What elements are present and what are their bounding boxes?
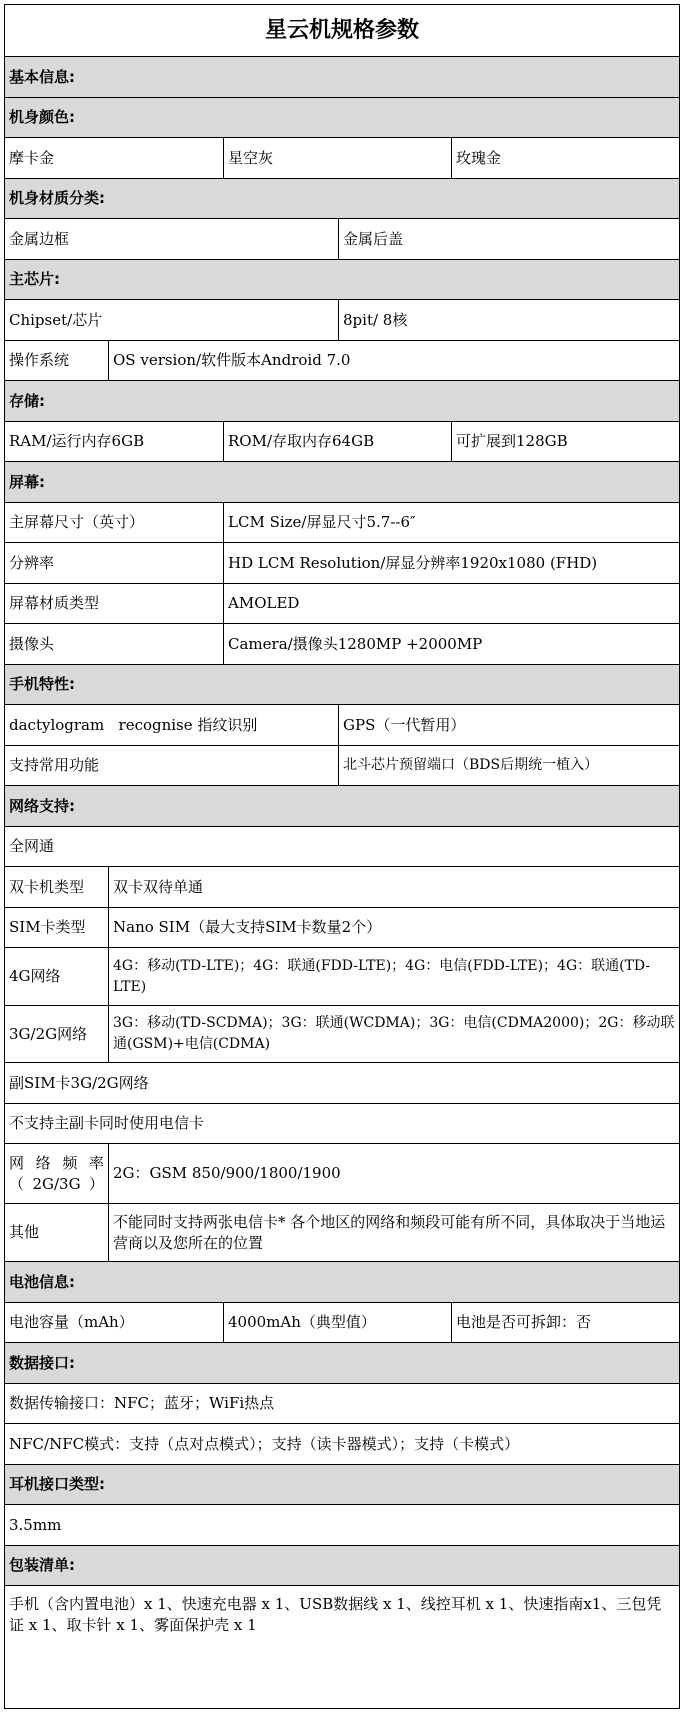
battery-row xyxy=(5,1303,679,1343)
screen-row xyxy=(5,543,679,584)
section-screen xyxy=(5,462,679,503)
feature-right: GPS（一代暂用） xyxy=(343,715,466,734)
feature-row xyxy=(5,705,679,746)
data-transfer: 数据传输接口：NFC；蓝牙；WiFi热点 xyxy=(9,1394,275,1412)
other-row xyxy=(5,1204,679,1262)
chipset-row xyxy=(5,300,679,341)
screen-value: Camera/摄像头1280MP +2000MP xyxy=(228,634,483,653)
frequency-value: 2G：GSM 850/900/1800/1900 xyxy=(113,1164,341,1182)
chipset-label: Chipset/芯片 xyxy=(5,300,339,340)
dual-sim-value: 双卡双待单通 xyxy=(113,877,204,896)
section-label: 基本信息: xyxy=(9,67,75,86)
title-row xyxy=(5,5,679,57)
section-color xyxy=(5,98,679,138)
section-battery xyxy=(5,1262,679,1303)
section-label: 屏幕: xyxy=(9,472,45,491)
rom-value: ROM/存取内存64GB xyxy=(224,422,452,461)
section-label: 主芯片: xyxy=(9,270,60,288)
nfc-mode: NFC/NFC模式：支持（点对点模式）；支持（读卡器模式）；支持（卡模式） xyxy=(9,1434,520,1453)
chipset-value: 8pit/ 8核 xyxy=(343,310,408,329)
section-label: 存储: xyxy=(9,391,45,410)
section-basic xyxy=(5,57,679,98)
color-option: 玫瑰金 xyxy=(456,148,502,167)
no-telecom: 不支持主副卡同时使用电信卡 xyxy=(9,1114,205,1132)
material-option: 金属后盖 xyxy=(343,229,404,248)
material-row xyxy=(5,219,679,260)
frequency-row xyxy=(5,1144,679,1204)
color-option: 星空灰 xyxy=(224,138,452,178)
screen-row xyxy=(5,624,679,665)
section-label: 机身材质分类: xyxy=(9,189,105,207)
battery-capacity-value: 4000mAh（典型值） xyxy=(224,1303,452,1342)
section-label: 网络支持: xyxy=(9,796,75,815)
headphone-row xyxy=(5,1505,679,1546)
3g-label: 3G/2G网络 xyxy=(5,1006,109,1062)
data-transfer-row xyxy=(5,1384,679,1424)
section-features xyxy=(5,665,679,705)
ram-value: RAM/运行内存6GB xyxy=(5,422,224,461)
feature-left: 支持常用功能 xyxy=(5,746,339,785)
sim-type-row xyxy=(5,908,679,948)
battery-removable: 电池是否可拆卸：否 xyxy=(456,1313,592,1331)
headphone-type: 3.5mm xyxy=(9,1515,62,1534)
os-row xyxy=(5,341,679,381)
sub-sim-row xyxy=(5,1063,679,1104)
os-label: 操作系统 xyxy=(5,341,109,380)
other-label: 其他 xyxy=(5,1204,109,1261)
material-option: 金属边框 xyxy=(5,219,339,259)
other-value: 不能同时支持两张电信卡* 各个地区的网络和频段可能有所不同，具体取决于当地运营商以及您所在的位置 xyxy=(113,1212,666,1252)
os-value: OS version/软件版本Android 7.0 xyxy=(113,351,351,369)
sim-type-value: Nano SIM（最大支持SIM卡数量2个） xyxy=(113,918,382,936)
battery-capacity-label: 电池容量（mAh） xyxy=(5,1303,224,1342)
3g-value: 3G：移动(TD-SCDMA)；3G：联通(WCDMA)；3G：电信(CDMA2000)；2G：移动联通(GSM)+电信(CDMA) xyxy=(113,1015,675,1052)
section-material xyxy=(5,179,679,219)
screen-value: LCM Size/屏显尺寸5.7--6″ xyxy=(228,513,416,531)
section-label: 机身颜色: xyxy=(9,108,75,126)
section-headphone xyxy=(5,1465,679,1505)
section-label: 耳机接口类型: xyxy=(9,1475,105,1493)
screen-label: 摄像头 xyxy=(5,624,224,664)
screen-row xyxy=(5,503,679,543)
nfc-row xyxy=(5,1424,679,1465)
package-row xyxy=(5,1586,679,1644)
section-storage xyxy=(5,381,679,422)
4g-value: 4G：移动(TD-LTE)；4G：联通(FDD-LTE)；4G：电信(FDD-LTE)；4G：联通(TD-LTE) xyxy=(113,957,651,995)
sub-sim: 副SIM卡3G/2G网络 xyxy=(9,1073,149,1092)
section-label: 电池信息: xyxy=(9,1272,75,1291)
feature-right: 北斗芯片预留端口（BDS后期统一植入） xyxy=(343,757,599,773)
section-package xyxy=(5,1546,679,1586)
3g-row xyxy=(5,1006,679,1063)
network-all-row xyxy=(5,827,679,867)
screen-value: AMOLED xyxy=(228,594,300,612)
4g-row xyxy=(5,948,679,1006)
screen-label: 分辨率 xyxy=(5,543,224,583)
dual-sim-label: 双卡机类型 xyxy=(5,867,109,907)
package-list: 手机（含内置电池）x 1、快速充电器 x 1、USB数据线 x 1、线控耳机 x 1、快速指南x1、三包凭证 x 1、取卡针 x 1、雾面保护壳 x 1 xyxy=(9,1595,662,1634)
sim-type-label: SIM卡类型 xyxy=(5,908,109,947)
expand-value: 可扩展到128GB xyxy=(456,432,568,450)
color-row xyxy=(5,138,679,179)
section-label: 包装清单: xyxy=(9,1556,75,1574)
screen-row xyxy=(5,584,679,624)
page-title: 星云机规格参数 xyxy=(264,18,419,43)
spec-table xyxy=(4,4,680,1709)
section-label: 数据接口: xyxy=(9,1353,75,1372)
color-option: 摩卡金 xyxy=(5,138,224,178)
screen-label: 主屏幕尺寸（英寸） xyxy=(5,503,224,542)
no-telecom-row xyxy=(5,1104,679,1144)
storage-row xyxy=(5,422,679,462)
frequency-label: 网络频率（2G/3G） xyxy=(5,1144,109,1203)
section-data xyxy=(5,1343,679,1384)
section-network xyxy=(5,786,679,827)
screen-value: HD LCM Resolution/屏显分辨率1920x1080 (FHD) xyxy=(228,553,598,572)
network-all: 全网通 xyxy=(9,837,55,855)
section-label: 手机特性: xyxy=(9,675,75,693)
dual-sim-row xyxy=(5,867,679,908)
4g-label: 4G网络 xyxy=(5,948,109,1005)
section-chip xyxy=(5,260,679,300)
feature-left: dactylogram recognise 指纹识别 xyxy=(5,705,339,745)
feature-row xyxy=(5,746,679,786)
screen-label: 屏幕材质类型 xyxy=(5,584,224,623)
